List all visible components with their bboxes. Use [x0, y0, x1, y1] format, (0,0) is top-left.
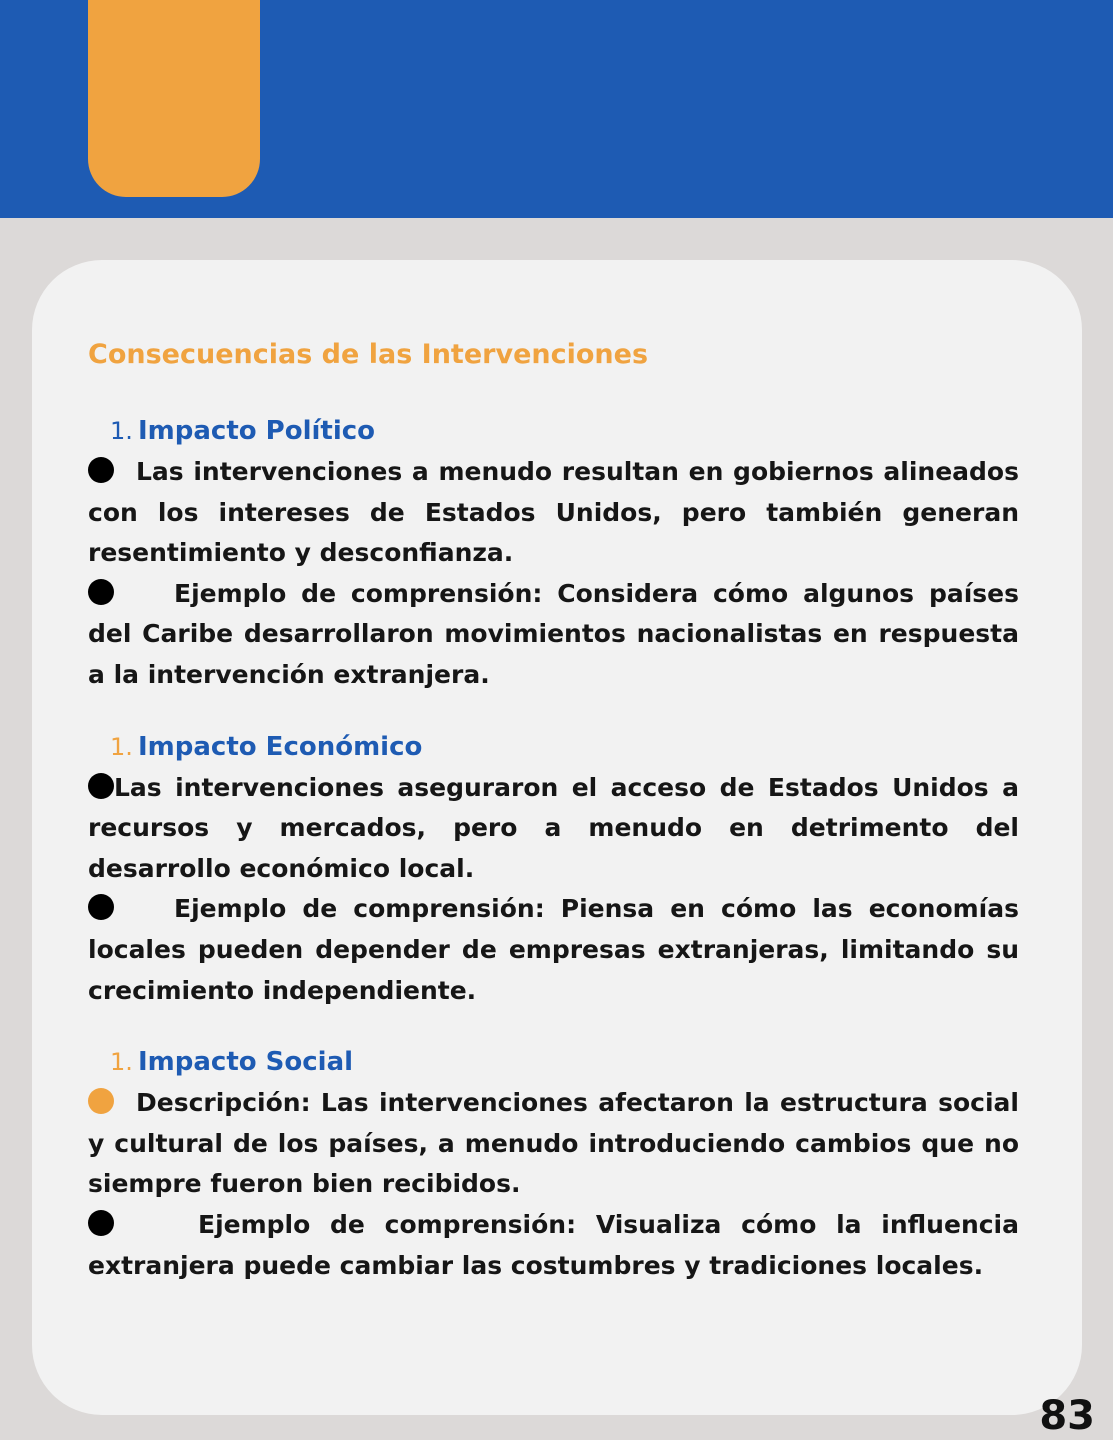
list-item [88, 1083, 1019, 1205]
list-number: 1. [110, 732, 133, 761]
paragraph-text: Las intervenciones aseguraron el acceso de Estados Unidos a recursos y mercados, pero a menudo en detrimento del desarrollo económico local. [88, 772, 1019, 883]
page-number: 83 [1039, 1393, 1095, 1439]
section-title [110, 410, 1019, 452]
section-title [110, 1041, 1019, 1083]
list-item [88, 889, 1019, 1011]
paragraph-text: Las intervenciones a menudo resultan en gobiernos alineados con los intereses de Estados Unidos, pero también generan resentimiento y desconfianza. [88, 457, 1019, 568]
section-title-text: Impacto Político [138, 416, 376, 446]
chapter-tab [88, 0, 260, 197]
paragraph-text: Ejemplo de comprensión: Visualiza cómo la influencia extranjera puede cambiar las costumbres y tradiciones locales. [88, 1209, 1019, 1280]
section-political [88, 410, 1019, 696]
list-number: 1. [110, 1048, 133, 1077]
section-economic [88, 726, 1019, 1012]
content-body [88, 330, 1019, 1286]
bullet-icon [88, 1088, 114, 1114]
bullet-icon [88, 579, 114, 605]
page-heading: Consecuencias de las Intervenciones [88, 339, 649, 370]
bullet-icon [88, 457, 114, 483]
section-title [110, 726, 1019, 768]
list-number: 1. [110, 417, 133, 445]
list-item [88, 574, 1019, 696]
section-title-text: Impacto Económico [138, 731, 423, 762]
list-item [88, 1205, 1019, 1286]
paragraph-text: Descripción: Las intervenciones afectaron la estructura social y cultural de los países, a menudo introduciendo cambios que no siempre fueron bien recibidos. [88, 1088, 1019, 1199]
bullet-icon [88, 1210, 114, 1236]
bullet-icon [88, 894, 114, 920]
list-item [88, 768, 1019, 890]
section-title-text: Impacto Social [138, 1047, 354, 1078]
list-item [88, 452, 1019, 574]
paragraph-text: Ejemplo de comprensión: Considera cómo algunos países del Caribe desarrollaron movimientos nacionalistas en respuesta a la intervención extranjera. [88, 578, 1019, 689]
paragraph-text: Ejemplo de comprensión: Piensa en cómo las economías locales pueden depender de empresas extranjeras, limitando su crecimiento independiente. [88, 894, 1019, 1005]
section-social [88, 1041, 1019, 1286]
bullet-icon [88, 773, 114, 799]
